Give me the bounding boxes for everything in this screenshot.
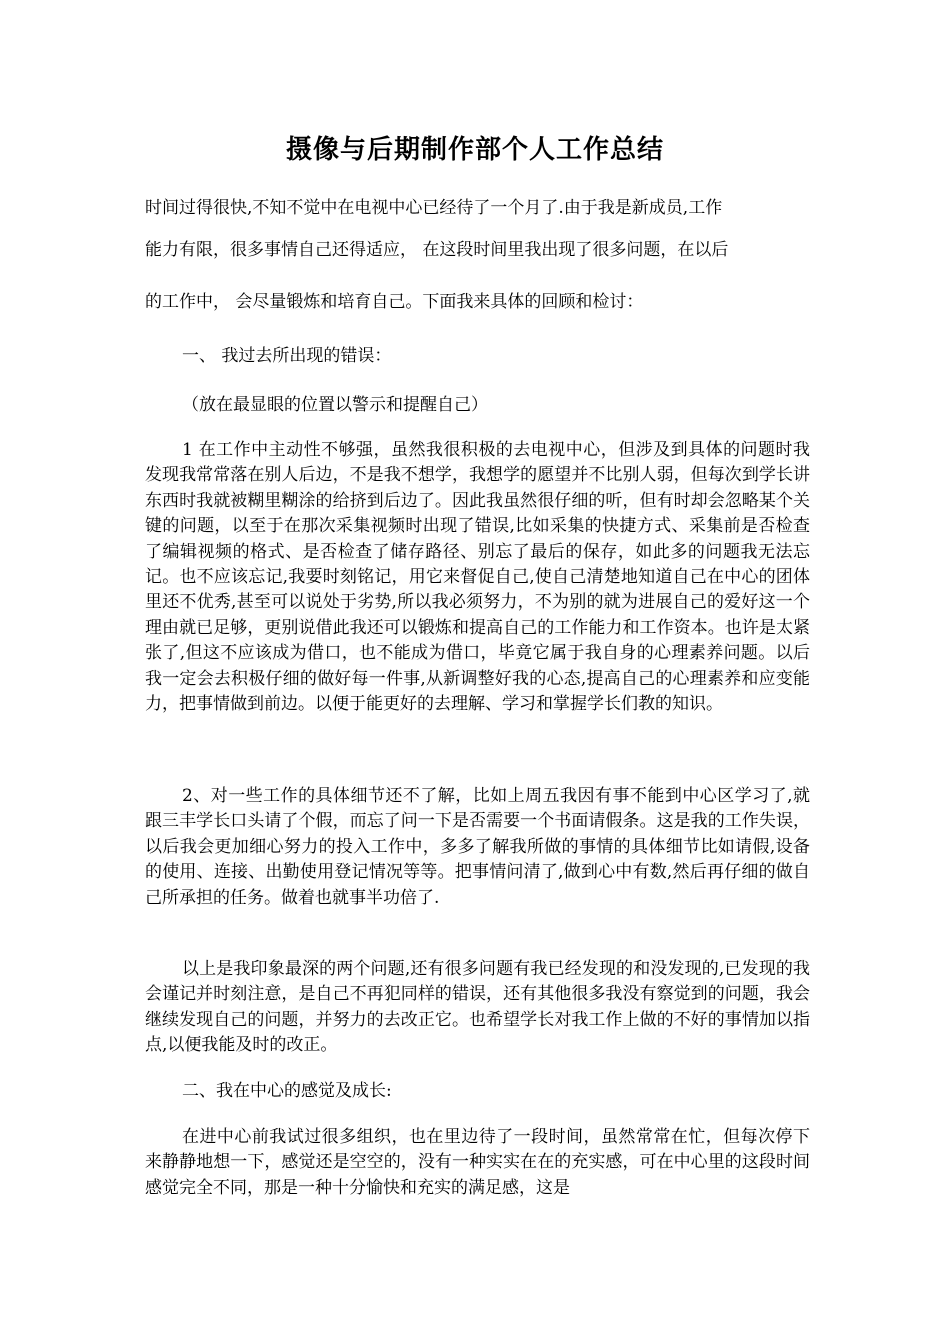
- intro-line-3: 的工作中， 会尽量锻炼和培育自己。下面我来具体的回顾和检讨：: [145, 292, 644, 312]
- document-title: 摄像与后期制作部个人工作总结: [285, 135, 664, 165]
- item-2-paragraph: 2、对一些工作的具体细节还不了解，比如上周五我因有事不能到中心区学习了,就跟三丰学长口头请了个假，而忘了问一下是否需要一个书面请假条。这是我的工作失误，以后我会更加细心努力的投入工作中，多多了解我所做的事情的具体细节比如请假,设备的使用、连接、出勤使用登记情况等等。把事情问清了,做到心中有数,然后再仔细的做自己所承担的任务。做着也就事半功倍了.: [145, 786, 810, 908]
- item-1-paragraph: 1 在工作中主动性不够强，虽然我很积极的去电视中心，但涉及到具体的问题时我发现我常常落在别人后边，不是我不想学，我想学的愿望并不比别人弱，但每次到学长讲东西时我就被糊里糊涂的给挤到后边了。因此我虽然很仔细的听，但有时却会忽略某个关键的问题，以至于在那次采集视频时出现了错误,比如采集的快捷方式、采集前是否检查了编辑视频的格式、是否检查了储存路径、别忘了最后的保存，如此多的问题我无法忘记。也不应该忘记,我要时刻铭记，用它来督促自己,使自己清楚地知道自己在中心的团体里还不优秀,甚至可以说处于劣势,所以我必须努力，不为别的就为进展自己的爱好这一个理由就已足够，更别说借此我还可以锻炼和提高自己的工作能力和工作资本。也许是太紧张了,但这不应该成为借口，也不能成为借口，毕竟它属于我自身的心理素养问题。以后我一定会去积极仔细的做好每一件事,从新调整好我的心态,提高自己的心理素养和应变能力，把事情做到前边。以便于能更好的去理解、学习和掌握学长们教的知识。: [145, 440, 810, 715]
- intro-line-1: 时间过得很快,不知不觉中在电视中心已经待了一个月了.由于我是新成员,工作: [145, 198, 723, 218]
- section-2-heading: 二、我在中心的感觉及成长:: [182, 1081, 392, 1101]
- section-1-subheading: （放在最显眼的位置以警示和提醒自己）: [182, 395, 488, 415]
- intro-paragraph: [145, 193, 810, 317]
- section-1-heading: 一、 我过去所出现的错误：: [182, 346, 392, 366]
- summary-paragraph: 以上是我印象最深的两个问题,还有很多问题有我已经发现的和没发现的,已发现的我会谨记并时刻注意，是自己不再犯同样的错误，还有其他很多我没有察觉到的问题，我会继续发现自己的问题，并努力的去改正它。也希望学长对我工作上做的不好的事情加以指点,以便我能及时的改正。: [145, 959, 810, 1056]
- section-2-paragraph: 在进中心前我试过很多组织，也在里边待了一段时间，虽然常常在忙，但每次停下来静静地想一下，感觉还是空空的，没有一种实实在在的充实感，可在中心里的这段时间感觉完全不同，那是一种十分愉快和充实的满足感，这是: [145, 1127, 810, 1198]
- intro-line-2: 能力有限，很多事情自己还得适应， 在这段时间里我出现了很多问题，在以后: [145, 240, 729, 260]
